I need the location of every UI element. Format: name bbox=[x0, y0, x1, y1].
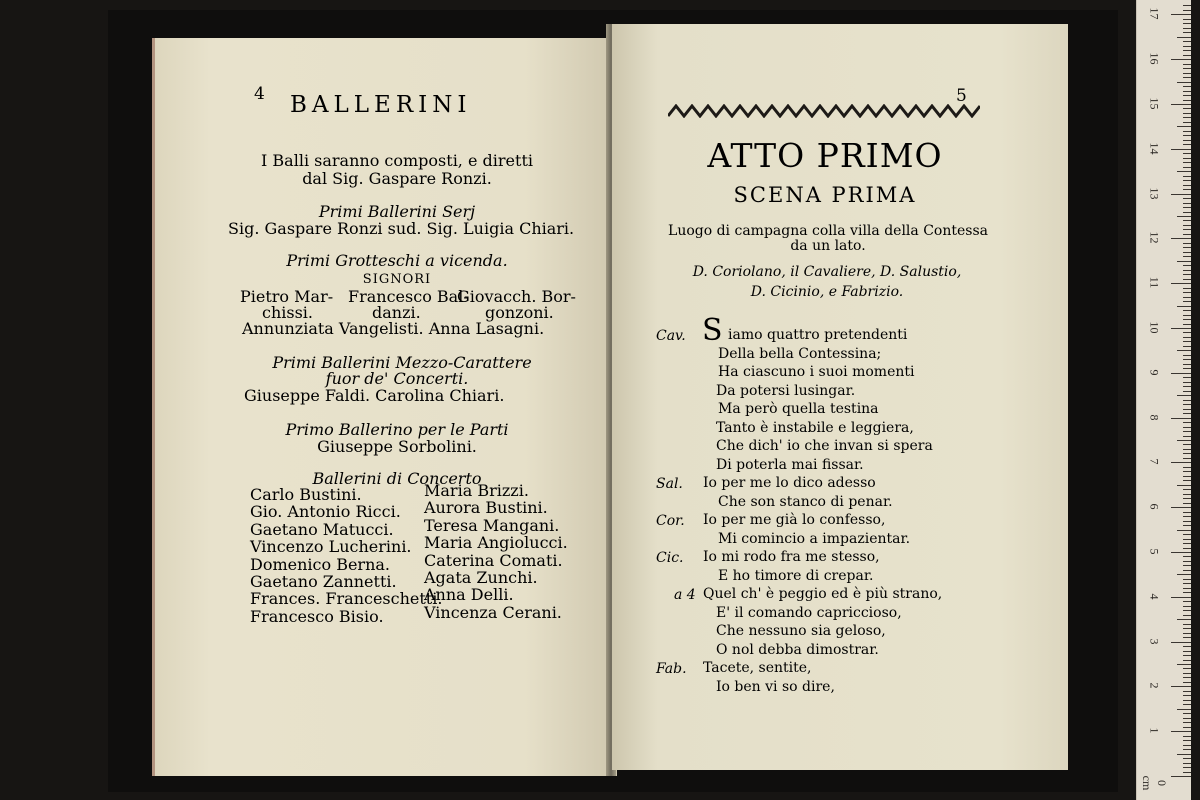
list-item: Carlo Bustini. bbox=[250, 485, 362, 504]
ruler-tick bbox=[1171, 149, 1191, 150]
ruler-tick bbox=[1171, 238, 1191, 239]
ruler-tick bbox=[1183, 225, 1191, 226]
ruler-tick bbox=[1183, 279, 1191, 280]
ruler-tick bbox=[1183, 41, 1191, 42]
ruler-tick bbox=[1183, 498, 1191, 499]
speaker-label: Cor. bbox=[656, 513, 685, 529]
mezzo-names: Giuseppe Faldi. Carolina Chiari. bbox=[244, 386, 505, 405]
ruler-tick bbox=[1183, 633, 1191, 634]
ruler-label: 14 bbox=[1147, 142, 1162, 155]
ruler-tick bbox=[1171, 462, 1191, 463]
mezzo-title-2: fuor de' Concerti. bbox=[325, 369, 469, 388]
list-item: Caterina Comati. bbox=[424, 550, 563, 570]
ruler-tick bbox=[1183, 646, 1191, 647]
setting-line-2: da un lato. bbox=[790, 238, 866, 254]
ruler-tick bbox=[1183, 292, 1191, 293]
ruler-tick bbox=[1183, 113, 1191, 114]
ruler-tick bbox=[1183, 400, 1191, 401]
grotteschi-r1-c1: Pietro Mar- bbox=[240, 287, 334, 306]
ruler-tick bbox=[1183, 704, 1191, 705]
ruler-tick bbox=[1183, 561, 1191, 562]
ruler-tick bbox=[1183, 745, 1191, 746]
ruler-tick bbox=[1183, 332, 1191, 333]
ruler-tick bbox=[1183, 243, 1191, 244]
ruler-tick bbox=[1177, 306, 1191, 307]
ruler-tick bbox=[1183, 207, 1191, 208]
ruler-tick bbox=[1183, 64, 1191, 65]
right-page-number: 5 bbox=[956, 86, 967, 106]
ruler-tick bbox=[1183, 588, 1191, 589]
ruler-tick bbox=[1183, 601, 1191, 602]
dialogue-line: E ho timore di crepar. bbox=[718, 567, 874, 584]
speaker-label: Fab. bbox=[656, 661, 687, 677]
ruler-tick bbox=[1183, 73, 1191, 74]
ruler-tick bbox=[1177, 440, 1191, 441]
ruler-tick bbox=[1183, 471, 1191, 472]
ruler-tick bbox=[1183, 247, 1191, 248]
ruler-tick bbox=[1183, 525, 1191, 526]
ruler-tick bbox=[1183, 736, 1191, 737]
list-item: Frances. Franceschetti. bbox=[250, 589, 443, 609]
ruler-tick bbox=[1183, 480, 1191, 481]
ruler-label: 10 bbox=[1147, 321, 1162, 334]
ruler-tick bbox=[1183, 19, 1191, 20]
ruler-tick bbox=[1171, 328, 1191, 329]
ruler-tick bbox=[1183, 453, 1191, 454]
ruler-tick bbox=[1171, 507, 1191, 508]
ruler-tick bbox=[1183, 476, 1191, 477]
ruler-tick bbox=[1171, 642, 1191, 643]
ruler-tick bbox=[1183, 377, 1191, 378]
ruler-tick bbox=[1183, 606, 1191, 607]
ruler-tick bbox=[1183, 695, 1191, 696]
ruler-tick bbox=[1183, 668, 1191, 669]
grotteschi-title: Primi Grotteschi a vicenda. bbox=[286, 251, 508, 270]
ruler-tick bbox=[1183, 117, 1191, 118]
ruler-tick bbox=[1177, 574, 1191, 575]
ruler-tick bbox=[1177, 709, 1191, 710]
dialogue-line: Io per me lo dico adesso bbox=[703, 475, 876, 491]
ruler-tick bbox=[1177, 126, 1191, 127]
ruler-tick bbox=[1183, 772, 1191, 773]
ruler-tick bbox=[1171, 59, 1191, 60]
primi-serj-title: Primi Ballerini Serj bbox=[318, 202, 476, 221]
list-item: Vincenzo Lucherini. bbox=[250, 537, 412, 557]
list-item: Aurora Bustini. bbox=[424, 498, 548, 518]
signori-label: SIGNORI bbox=[362, 272, 432, 287]
ruler-tick bbox=[1183, 436, 1191, 437]
ruler-label: 15 bbox=[1147, 97, 1162, 110]
grotteschi-r1-c3: Giovacch. Bor- bbox=[457, 287, 576, 306]
dialogue-line: Ma però quella testina bbox=[718, 401, 879, 417]
ruler-tick bbox=[1183, 467, 1191, 468]
mezzo-title-1: Primi Ballerini Mezzo-Carattere bbox=[272, 353, 532, 372]
ruler-tick bbox=[1183, 427, 1191, 428]
ruler-tick bbox=[1177, 82, 1191, 83]
ruler-tick bbox=[1183, 565, 1191, 566]
drop-cap: S bbox=[702, 313, 723, 348]
ruler-tick bbox=[1183, 153, 1191, 154]
ruler-tick bbox=[1183, 516, 1191, 517]
concerto-left-column bbox=[250, 486, 442, 625]
scene-title: SCENA PRIMA bbox=[733, 183, 917, 207]
ruler-label: 12 bbox=[1147, 231, 1162, 244]
ruler-tick bbox=[1183, 583, 1191, 584]
ruler-tick bbox=[1183, 718, 1191, 719]
speaker-label: Cav. bbox=[656, 328, 686, 344]
ruler-tick bbox=[1171, 731, 1191, 732]
ruler-tick bbox=[1183, 758, 1191, 759]
ruler-tick bbox=[1183, 91, 1191, 92]
list-item: Anna Delli. bbox=[424, 585, 514, 605]
ruler-tick bbox=[1177, 619, 1191, 620]
ruler-tick bbox=[1183, 310, 1191, 311]
left-page bbox=[152, 38, 617, 776]
ruler-label: 9 bbox=[1147, 369, 1162, 376]
dialogue-line: E' il comando capriccioso, bbox=[716, 604, 902, 621]
ruler-tick bbox=[1177, 754, 1191, 755]
primi-serj-line: Sig. Gaspare Ronzi sud. Sig. Luigia Chiari. bbox=[228, 219, 575, 238]
ruler-tick bbox=[1183, 722, 1191, 723]
ruler-tick bbox=[1171, 194, 1191, 195]
list-item: Gio. Antonio Ricci. bbox=[250, 502, 401, 522]
list-item: Gaetano Zannetti. bbox=[250, 572, 397, 592]
dialogue-line: Tacete, sentite, bbox=[703, 660, 812, 676]
dialogue-line: iamo quattro pretendenti bbox=[728, 327, 908, 343]
dialogue-line: Quel ch' è peggio ed è più strano, bbox=[703, 586, 943, 602]
act-title: ATTO PRIMO bbox=[707, 136, 943, 175]
ruler-tick bbox=[1177, 350, 1191, 351]
dialogue-line: Della bella Contessina; bbox=[718, 345, 882, 362]
ruler-tick bbox=[1183, 140, 1191, 141]
ruler-label: 5 bbox=[1147, 548, 1162, 555]
ruler-label: 6 bbox=[1147, 503, 1162, 510]
ruler-tick bbox=[1183, 158, 1191, 159]
list-item: Maria Angiolucci. bbox=[424, 533, 568, 553]
ruler-tick bbox=[1183, 579, 1191, 580]
list-item: Francesco Bisio. bbox=[250, 606, 384, 626]
ruler-tick bbox=[1183, 270, 1191, 271]
ruler-tick bbox=[1183, 521, 1191, 522]
ruler-tick bbox=[1183, 220, 1191, 221]
ruler-label: 3 bbox=[1147, 638, 1162, 645]
ruler-tick bbox=[1183, 95, 1191, 96]
grotteschi-r2-c2: danzi. bbox=[372, 303, 421, 322]
ruler-tick bbox=[1183, 391, 1191, 392]
ruler-tick bbox=[1183, 180, 1191, 181]
ruler-tick bbox=[1171, 776, 1191, 777]
left-page-number: 4 bbox=[254, 84, 265, 104]
ruler-tick bbox=[1183, 539, 1191, 540]
ruler-tick bbox=[1183, 55, 1191, 56]
ruler-tick bbox=[1183, 637, 1191, 638]
ruler-tick bbox=[1183, 32, 1191, 33]
list-item: Domenico Berna. bbox=[250, 554, 391, 574]
ruler-tick bbox=[1183, 252, 1191, 253]
characters-line-1: D. Coriolano, il Cavaliere, D. Salustio, bbox=[692, 264, 962, 280]
dialogue-line: Io per me già lo confesso, bbox=[703, 512, 886, 528]
ruler-tick bbox=[1177, 395, 1191, 396]
ruler-tick bbox=[1183, 167, 1191, 168]
speaker-label: Cic. bbox=[656, 550, 684, 566]
ruler-tick bbox=[1183, 297, 1191, 298]
ruler-tick bbox=[1183, 682, 1191, 683]
ruler-tick bbox=[1183, 256, 1191, 257]
ruler-tick bbox=[1183, 651, 1191, 652]
ruler-tick bbox=[1183, 615, 1191, 616]
ruler-tick bbox=[1183, 677, 1191, 678]
ruler-label: 16 bbox=[1147, 52, 1162, 65]
ruler-tick bbox=[1177, 171, 1191, 172]
ruler-tick bbox=[1183, 355, 1191, 356]
dialogue-line: Che son stanco di penar. bbox=[718, 493, 893, 510]
list-item: Teresa Mangani. bbox=[424, 515, 560, 535]
grotteschi-r2-c1: chissi. bbox=[262, 303, 314, 322]
ruler-tick bbox=[1177, 664, 1191, 665]
ruler-tick bbox=[1183, 274, 1191, 275]
ruler-tick bbox=[1183, 409, 1191, 410]
list-item: Vincenza Cerani. bbox=[424, 602, 562, 622]
ruler-tick bbox=[1183, 691, 1191, 692]
grotteschi-r2-c3: gonzoni. bbox=[485, 303, 554, 322]
ruler-tick bbox=[1183, 341, 1191, 342]
ruler-tick bbox=[1183, 212, 1191, 213]
ruler-tick bbox=[1183, 86, 1191, 87]
ruler-label: 1 bbox=[1147, 727, 1162, 734]
concerto-title: Ballerini di Concerto bbox=[312, 469, 482, 488]
ruler-tick bbox=[1183, 624, 1191, 625]
ruler-tick bbox=[1183, 122, 1191, 123]
ruler-tick bbox=[1177, 261, 1191, 262]
left-page-heading: BALLERINI bbox=[290, 92, 472, 118]
ruler-tick bbox=[1183, 610, 1191, 611]
ruler-tick bbox=[1183, 28, 1191, 29]
ruler-label: 7 bbox=[1147, 458, 1162, 465]
dialogue-line: Da potersi lusingar. bbox=[716, 382, 856, 399]
intro-line-2: dal Sig. Gaspare Ronzi. bbox=[302, 169, 492, 188]
dialogue-line: Ha ciascuno i suoi momenti bbox=[718, 364, 915, 380]
ruler-tick bbox=[1183, 503, 1191, 504]
measuring-ruler bbox=[1136, 0, 1191, 800]
ruler-tick bbox=[1183, 727, 1191, 728]
dialogue-line: Che dich' io che invan si spera bbox=[716, 438, 933, 454]
ruler-tick bbox=[1183, 494, 1191, 495]
ruler-tick bbox=[1183, 713, 1191, 714]
setting-line-1: Luogo di campagna colla villa della Contessa bbox=[668, 223, 988, 239]
ruler-label: 2 bbox=[1147, 682, 1162, 689]
list-item: Gaetano Matucci. bbox=[250, 519, 394, 539]
speaker-label: a 4 bbox=[674, 587, 696, 603]
ruler-tick bbox=[1177, 216, 1191, 217]
ruler-tick bbox=[1183, 364, 1191, 365]
ruler-tick bbox=[1183, 449, 1191, 450]
ruler-tick bbox=[1183, 655, 1191, 656]
ruler-tick bbox=[1183, 46, 1191, 47]
ruler-tick bbox=[1183, 512, 1191, 513]
ruler-tick bbox=[1183, 700, 1191, 701]
ruler-tick bbox=[1183, 135, 1191, 136]
ruler-tick bbox=[1183, 346, 1191, 347]
ruler-tick bbox=[1183, 534, 1191, 535]
ruler-tick bbox=[1183, 592, 1191, 593]
ruler-tick bbox=[1183, 301, 1191, 302]
list-item: Maria Brizzi. bbox=[424, 481, 529, 500]
ruler-tick bbox=[1171, 418, 1191, 419]
ruler-tick bbox=[1183, 198, 1191, 199]
grotteschi-line-3: Annunziata Vangelisti. Anna Lasagni. bbox=[242, 319, 545, 338]
ruler-tick bbox=[1183, 404, 1191, 405]
ruler-tick bbox=[1183, 144, 1191, 145]
ruler-tick bbox=[1183, 413, 1191, 414]
ruler-tick bbox=[1183, 108, 1191, 109]
dialogue-line: Mi comincio a impazientar. bbox=[718, 530, 911, 547]
ruler-tick bbox=[1171, 373, 1191, 374]
ruler-tick bbox=[1183, 229, 1191, 230]
concerto-right-column bbox=[424, 482, 568, 621]
ruler-tick bbox=[1183, 458, 1191, 459]
ruler-tick bbox=[1183, 368, 1191, 369]
ruler-tick bbox=[1171, 283, 1191, 284]
ruler-tick bbox=[1183, 203, 1191, 204]
ruler-tick bbox=[1183, 359, 1191, 360]
ruler-tick bbox=[1183, 162, 1191, 163]
ruler-tick bbox=[1183, 234, 1191, 235]
grotteschi-r1-c2: Francesco Bal- bbox=[348, 287, 469, 306]
intro-line-1: I Balli saranno composti, e diretti bbox=[261, 151, 533, 170]
ruler-tick bbox=[1183, 431, 1191, 432]
ruler-label: 8 bbox=[1147, 414, 1162, 421]
ruler-tick bbox=[1183, 315, 1191, 316]
ruler-tick bbox=[1183, 673, 1191, 674]
ruler-label: 17 bbox=[1147, 7, 1162, 20]
ruler-tick bbox=[1183, 185, 1191, 186]
ruler-tick bbox=[1183, 23, 1191, 24]
parti-title: Primo Ballerino per le Parti bbox=[285, 420, 509, 439]
dialogue-line: Di poterla mai fissar. bbox=[716, 456, 864, 473]
speaker-label: Sal. bbox=[656, 476, 683, 492]
ruler-label: 13 bbox=[1147, 187, 1162, 200]
ruler-tick bbox=[1177, 530, 1191, 531]
ruler-tick bbox=[1183, 660, 1191, 661]
ruler-label: 0 cm bbox=[1140, 775, 1169, 791]
ruler-tick bbox=[1183, 548, 1191, 549]
ruler-tick bbox=[1183, 489, 1191, 490]
dialogue-line: Tanto è instabile e leggiera, bbox=[716, 419, 914, 436]
ruler-tick bbox=[1183, 740, 1191, 741]
ruler-tick bbox=[1183, 382, 1191, 383]
ruler-label: 4 bbox=[1147, 593, 1162, 600]
ruler-tick bbox=[1177, 485, 1191, 486]
ruler-tick bbox=[1183, 556, 1191, 557]
list-item: Agata Zunchi. bbox=[424, 568, 538, 588]
ruler-tick bbox=[1183, 77, 1191, 78]
ruler-tick bbox=[1183, 386, 1191, 387]
ruler-tick bbox=[1183, 570, 1191, 571]
ruler-tick bbox=[1183, 131, 1191, 132]
ruler-tick bbox=[1171, 14, 1191, 15]
characters-line-2: D. Cicinio, e Fabrizio. bbox=[750, 284, 904, 300]
ruler-tick bbox=[1183, 100, 1191, 101]
parti-name: Giuseppe Sorbolini. bbox=[317, 437, 477, 456]
ruler-tick bbox=[1183, 763, 1191, 764]
dialogue-line: O nol debba dimostrar. bbox=[716, 641, 879, 658]
ruler-tick bbox=[1177, 37, 1191, 38]
ruler-tick bbox=[1183, 5, 1191, 6]
dialogue-line: Io mi rodo fra me stesso, bbox=[703, 549, 880, 565]
ruler-tick bbox=[1183, 265, 1191, 266]
dialogue-line: Che nessuno sia geloso, bbox=[716, 623, 886, 639]
ruler-tick bbox=[1183, 288, 1191, 289]
ruler-tick bbox=[1183, 176, 1191, 177]
ruler-tick bbox=[1183, 337, 1191, 338]
ruler-tick bbox=[1183, 749, 1191, 750]
dialogue-line: Io ben vi so dire, bbox=[716, 678, 835, 695]
ruler-tick bbox=[1171, 104, 1191, 105]
ruler-label: 11 bbox=[1147, 276, 1162, 289]
ruler-tick bbox=[1183, 189, 1191, 190]
ruler-tick bbox=[1183, 422, 1191, 423]
ruler-tick bbox=[1171, 686, 1191, 687]
ruler-tick bbox=[1183, 767, 1191, 768]
ruler-tick bbox=[1183, 444, 1191, 445]
ruler-tick bbox=[1171, 597, 1191, 598]
ruler-tick bbox=[1183, 324, 1191, 325]
ruler-tick bbox=[1183, 628, 1191, 629]
ruler-tick bbox=[1183, 319, 1191, 320]
ruler-tick bbox=[1171, 552, 1191, 553]
ruler-tick bbox=[1183, 50, 1191, 51]
decorative-zigzag-rule bbox=[668, 104, 980, 118]
ruler-tick bbox=[1183, 10, 1191, 11]
ruler-tick bbox=[1183, 543, 1191, 544]
ruler-tick bbox=[1183, 68, 1191, 69]
